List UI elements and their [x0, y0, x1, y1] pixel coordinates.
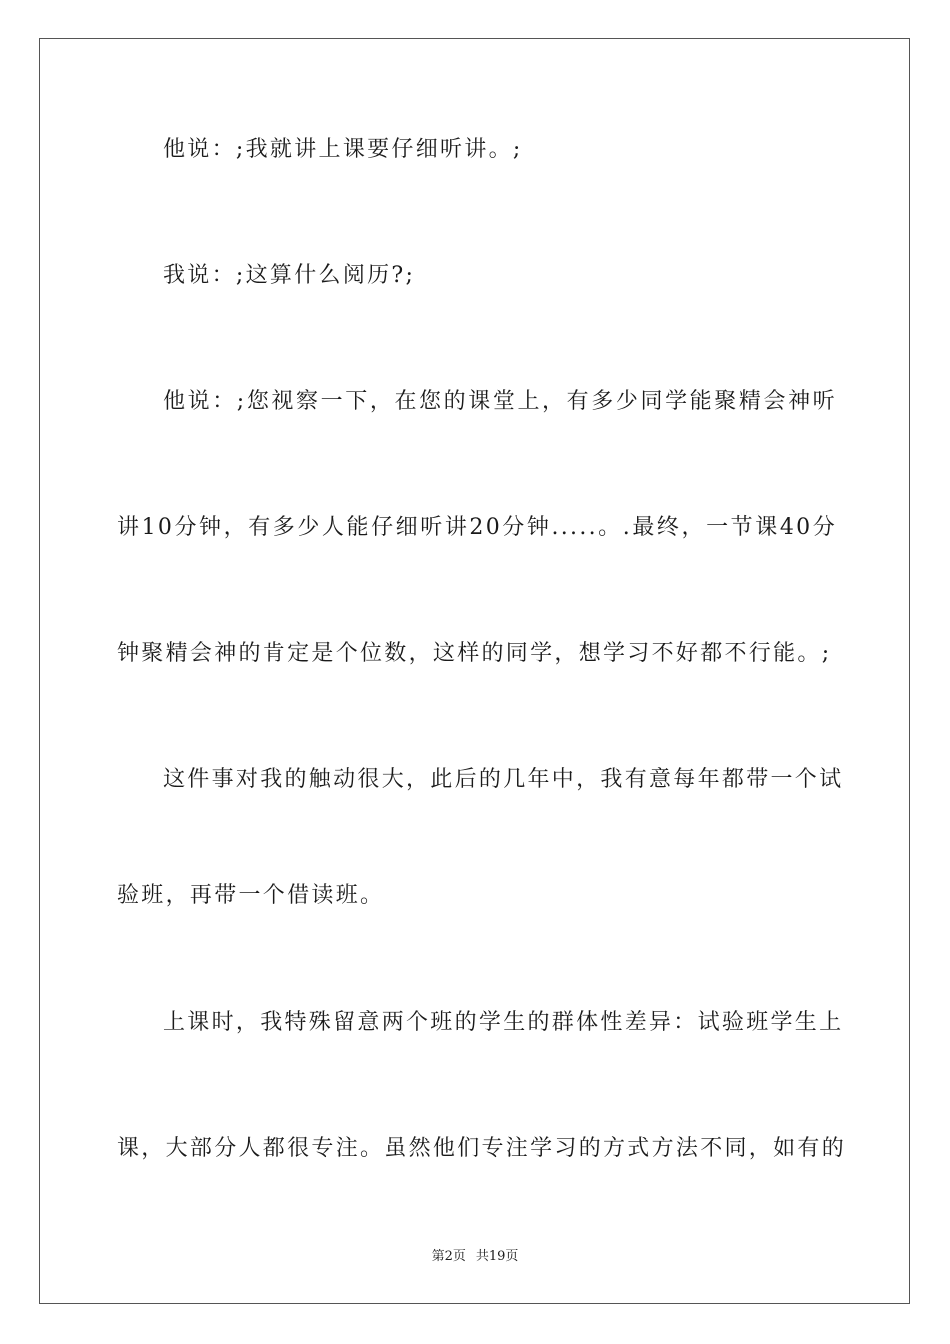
page-footer — [0, 1248, 950, 1266]
page-border — [39, 38, 910, 1304]
paragraph-line-5: 钟聚精会神的肯定是个位数，这样的同学，想学习不好都不行能。; — [117, 641, 832, 666]
paragraph-line-9: 课，大部分人都很专注。虽然他们专注学习的方式方法不同，如有的 — [117, 1136, 847, 1161]
paragraph-line-1: 他说：;我就讲上课要仔细听讲。; — [163, 137, 523, 162]
paragraph-line-6: 这件事对我的触动很大，此后的几年中，我有意每年都带一个试 — [163, 767, 844, 792]
paragraph-line-4: 讲10分钟，有多少人能仔细听讲20分钟.....。.最终，一节课40分 — [117, 515, 837, 540]
page-number: 第2页 — [431, 1249, 466, 1264]
paragraph-line-3: 他说：;您视察一下，在您的课堂上，有多少同学能聚精会神听 — [163, 389, 837, 414]
page-total: 共19页 — [475, 1249, 519, 1264]
paragraph-line-2: 我说：;这算什么阅历?; — [163, 263, 416, 288]
paragraph-line-7: 验班，再带一个借读班。 — [117, 883, 385, 908]
paragraph-line-8: 上课时，我特殊留意两个班的学生的群体性差异：试验班学生上 — [163, 1010, 844, 1035]
